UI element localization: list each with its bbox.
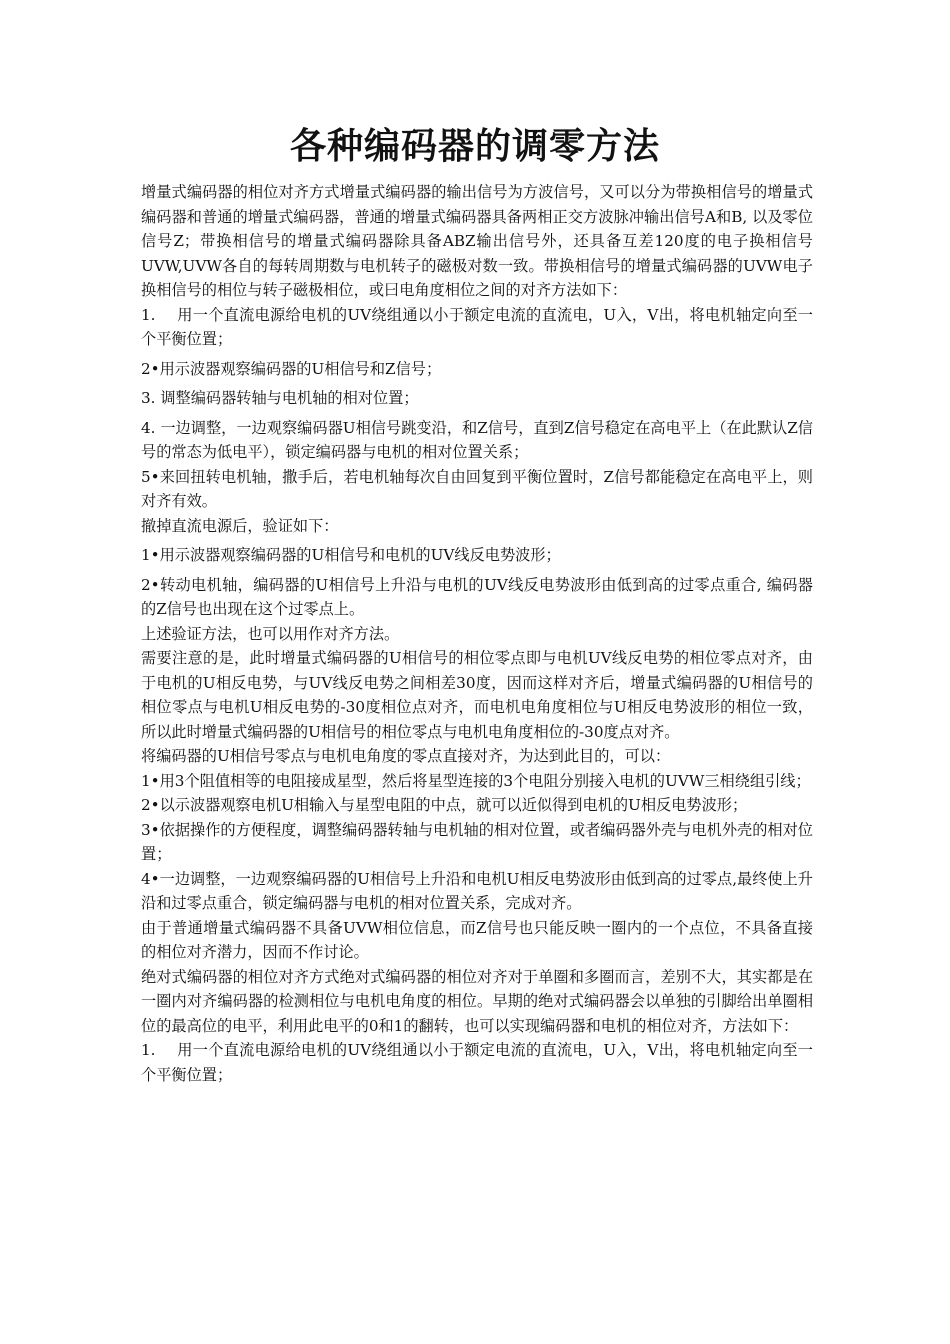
list-item: 1•用示波器观察编码器的U相信号和电机的UV线反电势波形； bbox=[141, 546, 561, 564]
list-item: 3•依据操作的方便程度，调整编码器转轴与电机轴的相对位置，或者编码器外壳与电机外壳的相对位置； bbox=[141, 820, 813, 863]
list-item-text: 用一个直流电源给电机的UV绕组通以小于额定电流的直流电，U入，V出，将电机轴定向至一个平衡位置； bbox=[141, 1041, 813, 1084]
list-item: 4•一边调整，一边观察编码器的U相信号上升沿和电机U相反电势波形由低到高的过零点,最终使上升沿和过零点重合，锁定编码器与电机的相对位置关系，完成对齐。 bbox=[141, 869, 813, 912]
list-number: 1. bbox=[141, 1041, 156, 1059]
list-item-text: 用一个直流电源给电机的UV绕组通以小于额定电流的直流电，U入，V出，将电机轴定向至一个平衡位置； bbox=[141, 305, 813, 348]
document-title: 各种编码器的调零方法 bbox=[289, 125, 660, 168]
paragraph: 绝对式编码器的相位对齐方式绝对式编码器的相位对齐对于单圈和多圈而言，差别不大，其实都是在一圈内对齐编码器的检测相位与电机电角度的相位。早期的绝对式编码器会以单独的引脚给出单圈相位的最高位的电平，利用此电平的0和1的翻转，也可以实现编码器和电机的相位对齐，方法如下： bbox=[141, 967, 813, 1035]
list-item: 4. 一边调整，一边观察编码器U相信号跳变沿，和Z信号，直到Z信号稳定在高电平上（在此默认Z信号的常态为低电平），锁定编码器与电机的相对位置关系； bbox=[141, 418, 813, 461]
list-item bbox=[141, 1038, 813, 1087]
list-item: 2•用示波器观察编码器的U相信号和Z信号； bbox=[141, 359, 442, 378]
paragraph: 由于普通增量式编码器不具备UVW相位信息，而Z信号也只能反映一圈内的一个点位，不具备直接的相位对齐潜力，因而不作讨论。 bbox=[141, 918, 813, 961]
list-item: 2•转动电机轴，编码器的U相信号上升沿与电机的UV线反电势波形由低到高的过零点重合, 编码器的Z信号也出现在这个过零点上。 bbox=[141, 575, 813, 618]
list-number: 1. bbox=[141, 305, 156, 324]
paragraph: 增量式编码器的相位对齐方式增量式编码器的输出信号为方波信号，又可以分为带换相信号的增量式编码器和普通的增量式编码器，普通的增量式编码器具备两相正交方波脉冲输出信号A和B, 以及零位信号Z；带换相信号的增量式编码器除具备ABZ输出信号外，还具备互差120度的电子换相信号UVW,UVW各自的每转周期数与电机转子的磁极对数一致。带换相信号的增量式编码器的UVW电子换相信号的相位与转子磁极相位，或曰电角度相位之间的对齐方法如下： bbox=[141, 183, 813, 299]
list-item: 1•用3个阻值相等的电阻接成星型，然后将星型连接的3个电阻分别接入电机的UVW三相绕组引线； bbox=[141, 771, 811, 790]
document-body bbox=[141, 180, 813, 1087]
paragraph: 撤掉直流电源后，验证如下： bbox=[141, 516, 339, 535]
paragraph: 需要注意的是，此时增量式编码器的U相信号的相位零点即与电机UV线反电势的相位零点对齐，由于电机的U相反电势，与UV线反电势之间相差30度，因而这样对齐后，增量式编码器的U相信号的相位零点与电机U相反电势的-30度相位点对齐，而电机电角度相位与U相反电势波形的相位一致，所以此时增量式编码器的U相信号的相位零点与电机电角度相位的-30度点对齐。 bbox=[141, 649, 813, 741]
list-item: 2•以示波器观察电机U相输入与星型电阻的中点，就可以近似得到电机的U相反电势波形； bbox=[141, 796, 748, 814]
paragraph: 上述验证方法，也可以用作对齐方法。 bbox=[141, 624, 400, 643]
paragraph: 将编码器的U相信号零点与电机电角度的零点直接对齐，为达到此目的，可以： bbox=[141, 747, 671, 765]
list-item: 5•来回扭转电机轴，撒手后，若电机轴每次自由回复到平衡位置时，Z信号都能稳定在高电平上，则对齐有效。 bbox=[141, 467, 813, 510]
list-item: 3. 调整编码器转轴与电机轴的相对位置； bbox=[141, 389, 419, 407]
list-item bbox=[141, 303, 813, 352]
